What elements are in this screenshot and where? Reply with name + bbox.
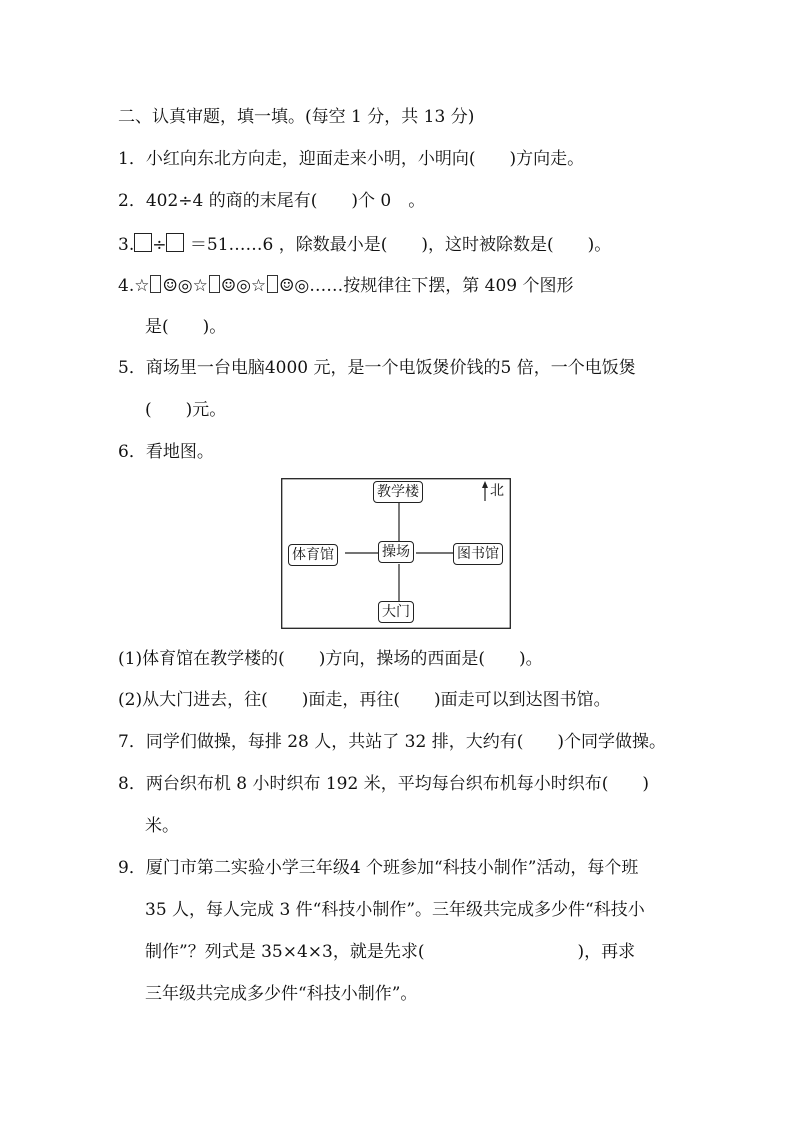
map-label-gym: 体育馆 [288, 544, 338, 566]
map-label-teaching-building: 教学楼 [373, 481, 423, 503]
north-arrow-icon [482, 481, 488, 488]
campus-map [281, 478, 511, 629]
q4-rest: ……按规律往下摆，第 409 个图形 [309, 276, 574, 296]
map-label-playground: 操场 [378, 541, 414, 563]
star-outline-icon: ☆ [192, 276, 208, 296]
question-9-line4: 三年级共完成多少件“科技小制作”。 [145, 984, 418, 1004]
smiley-icon: ☺ [220, 276, 237, 296]
question-6-sub2: (2)从大门进去，往( )面走，再往( )面走可以到达图书馆。 [118, 690, 611, 710]
bullseye-icon: ◎ [177, 276, 193, 296]
north-label: 北 [490, 483, 504, 499]
section-heading: 二、认真审题，填一填。(每空 1 分，共 13 分) [118, 107, 475, 127]
star-outline-icon: ☆ [250, 276, 267, 296]
question-9-line3: 制作”？列式是 35×4×3，就是先求( )，再求 [145, 942, 636, 962]
question-8-line2: 米。 [145, 816, 179, 836]
map-label-gate: 大门 [378, 601, 414, 623]
q3-rest: ＝51……6 ，除数最小是( )，这时被除数是( )。 [189, 235, 612, 255]
smiley-icon: ☺ [279, 276, 295, 296]
tofu-box-icon [209, 275, 220, 293]
question-7: 7．同学们做操，每排 28 人，共站了 32 排，大约有( )个同学做操。 [118, 732, 666, 752]
bullseye-icon: ◎ [236, 276, 251, 296]
blank-box [166, 233, 184, 252]
pattern [134, 276, 309, 296]
question-4-line2: 是( )。 [145, 317, 227, 337]
question-5: 5．商场里一台电脑4000 元，是一个电饭煲价钱的5 倍，一个电饭煲 [118, 358, 636, 378]
question-6: 6．看地图。 [118, 442, 214, 462]
q3-prefix: 3. [118, 235, 135, 255]
question-8: 8．两台织布机 8 小时织布 192 米，平均每台织布机每小时织布( ) [118, 774, 649, 794]
tofu-box-icon [267, 275, 278, 293]
q4-prefix: 4. [118, 276, 135, 296]
question-1: 1．小红向东北方向走，迎面走来小明，小明向( )方向走。 [118, 149, 585, 169]
question-5-line2: ( )元。 [145, 400, 227, 420]
question-6-sub1: (1)体育馆在教学楼的( )方向，操场的西面是( )。 [118, 649, 543, 669]
blank-box [134, 233, 152, 252]
map-label-library: 图书馆 [453, 543, 503, 565]
smiley-icon: ☺ [162, 276, 178, 296]
question-2: 2．402÷4 的商的末尾有( )个 0 。 [118, 191, 426, 211]
tofu-box-icon [150, 275, 161, 293]
question-9: 9．厦门市第二实验小学三年级4 个班参加“科技小制作”活动，每个班 [118, 858, 639, 878]
divide-sign: ÷ [152, 235, 167, 255]
question-4 [118, 275, 574, 297]
question-3 [118, 233, 611, 256]
star-outline-icon: ☆ [134, 276, 150, 296]
bullseye-icon: ◎ [294, 276, 310, 296]
question-9-line2: 35 人，每人完成 3 件“科技小制作”。三年级共完成多少件“科技小 [145, 900, 645, 920]
